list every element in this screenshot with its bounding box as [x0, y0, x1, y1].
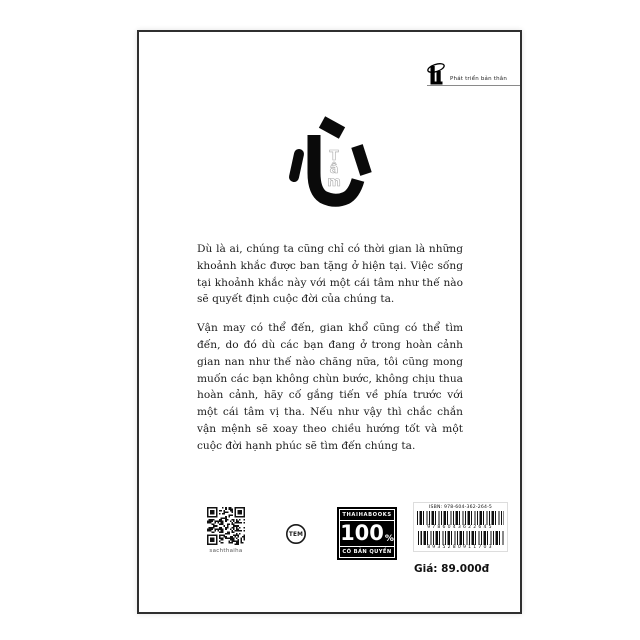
character-label-letter: m — [327, 175, 341, 190]
character-label-letter: T — [329, 149, 339, 164]
paragraph-2: Vận may có thể đến, gian khổ cũng có thể tìm đến, do đó dù các bạn đang ở trong hoàn cảnh gian nan như thế nào chăng nữa, tôi cũng mong muốn các bạn không chùn bước, không chịu thua hoàn cảnh, hãy cố gắng tiến về phía trước với một cái tâm vị tha. Nếu như vậy thì chắc chắn vận mệnh sẽ xoay theo chiều hướng tốt và một cuộc đời hạnh phúc sẽ tìm đến chúng ta. — [197, 322, 463, 452]
qr-code-icon — [207, 507, 245, 545]
tem-stamp — [285, 523, 307, 545]
qr-block — [200, 507, 252, 554]
copyright-badge-frame — [339, 509, 395, 558]
ean-digits-top: 9786043622645 — [427, 525, 494, 530]
heart-character-icon — [285, 115, 370, 207]
publisher-tagline: Phát triển bản thân — [450, 76, 508, 82]
isbn-text: ISBN: 978-604-362-264-5 — [428, 505, 493, 510]
publisher-logo-icon — [427, 62, 447, 86]
book-back-cover — [137, 30, 522, 614]
barcode-stripes-top — [417, 511, 504, 525]
svg-text:TEM: TEM — [288, 532, 304, 538]
price-label: Giá: 89.000đ — [414, 563, 490, 575]
copyright-badge-caption: CÓ BẢN QUYỀN — [340, 546, 394, 557]
qr-label: sachthaiha — [209, 548, 243, 554]
character-label-letter: â — [329, 162, 339, 177]
paragraph-1: Dù là ai, chúng ta cũng chỉ có thời gian là những khoảnh khắc được ban tặng ở hiện tại. Việc sống tại khoảnh khắc này với một cái tâm như thế nào sẽ quyết định cuộc đời của chúng ta. — [197, 243, 463, 306]
publisher-strip — [139, 32, 520, 92]
back-cover-copy — [197, 241, 463, 455]
ean-digits-bottom: 8935280911703 — [427, 545, 494, 550]
barcode-stripes-bottom — [417, 531, 504, 545]
barcode-block — [413, 502, 508, 552]
copyright-badge-percent: 100 % — [340, 521, 394, 545]
header-rule — [427, 85, 520, 86]
copyright-badge-brand: THAIHABOOKS — [340, 510, 394, 521]
copyright-badge — [337, 507, 397, 560]
